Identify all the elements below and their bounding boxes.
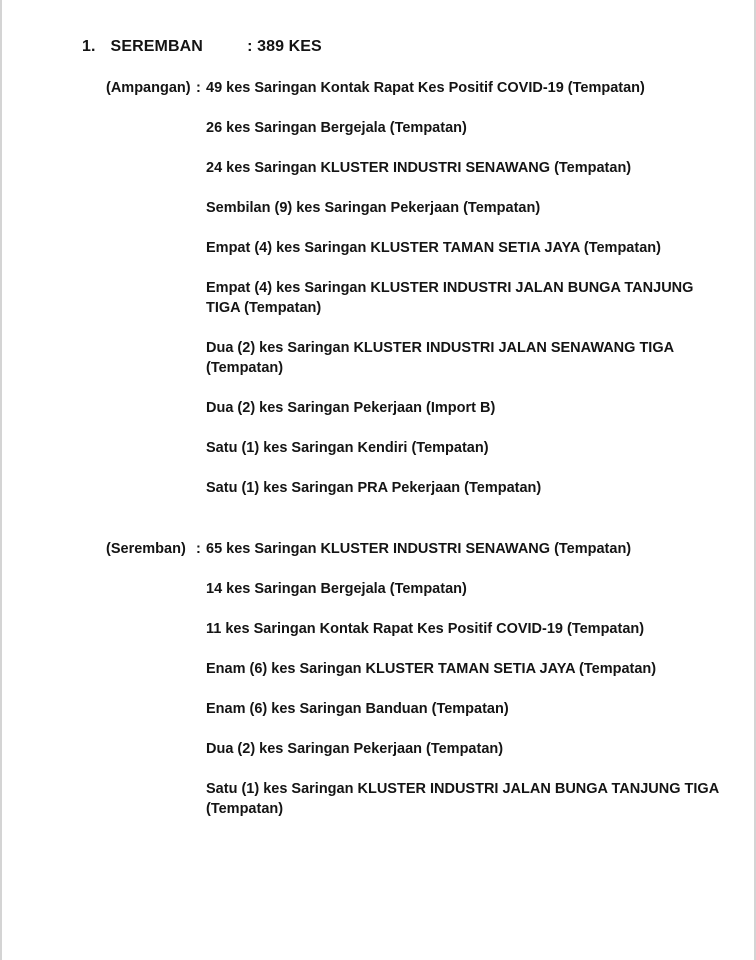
case-entry: 65 kes Saringan KLUSTER INDUSTRI SENAWANG (Tempatan) — [206, 541, 632, 557]
district-total: : 389 KES — [247, 38, 322, 55]
case-entry: 11 kes Saringan Kontak Rapat Kes Positif COVID-19 (Tempatan) — [206, 621, 645, 637]
section-colon: : — [196, 541, 201, 557]
district-heading — [82, 38, 322, 56]
case-entry: Empat (4) kes Saringan KLUSTER INDUSTRI JALAN BUNGA TANJUNG TIGA (Tempatan) — [206, 280, 694, 316]
case-entry: Enam (6) kes Saringan Banduan (Tempatan) — [206, 701, 509, 717]
district-number: 1. — [82, 38, 96, 55]
case-entry: Enam (6) kes Saringan KLUSTER TAMAN SETIA JAYA (Tempatan) — [206, 661, 657, 677]
case-entry: 24 kes Saringan KLUSTER INDUSTRI SENAWANG (Tempatan) — [206, 160, 632, 176]
section-label: (Ampangan) — [106, 80, 191, 96]
case-entry: Dua (2) kes Saringan Pekerjaan (Tempatan) — [206, 741, 504, 757]
district-name: SEREMBAN — [110, 38, 203, 55]
case-entry: Dua (2) kes Saringan Pekerjaan (Import B) — [206, 400, 496, 416]
case-entry: 14 kes Saringan Bergejala (Tempatan) — [206, 581, 467, 597]
case-entry: Sembilan (9) kes Saringan Pekerjaan (Tempatan) — [206, 200, 541, 216]
case-entry: Satu (1) kes Saringan PRA Pekerjaan (Tempatan) — [206, 480, 542, 496]
case-entry: Dua (2) kes Saringan KLUSTER INDUSTRI JALAN SENAWANG TIGA (Tempatan) — [206, 340, 674, 376]
section-colon: : — [196, 80, 201, 96]
case-entry: 26 kes Saringan Bergejala (Tempatan) — [206, 120, 467, 136]
case-entry: Empat (4) kes Saringan KLUSTER TAMAN SETIA JAYA (Tempatan) — [206, 240, 661, 256]
case-entry: Satu (1) kes Saringan KLUSTER INDUSTRI JALAN BUNGA TANJUNG TIGA (Tempatan) — [206, 781, 719, 817]
case-entry: Satu (1) kes Saringan Kendiri (Tempatan) — [206, 440, 489, 456]
section-label: (Seremban) — [106, 541, 186, 557]
case-entry: 49 kes Saringan Kontak Rapat Kes Positif COVID-19 (Tempatan) — [206, 80, 645, 96]
